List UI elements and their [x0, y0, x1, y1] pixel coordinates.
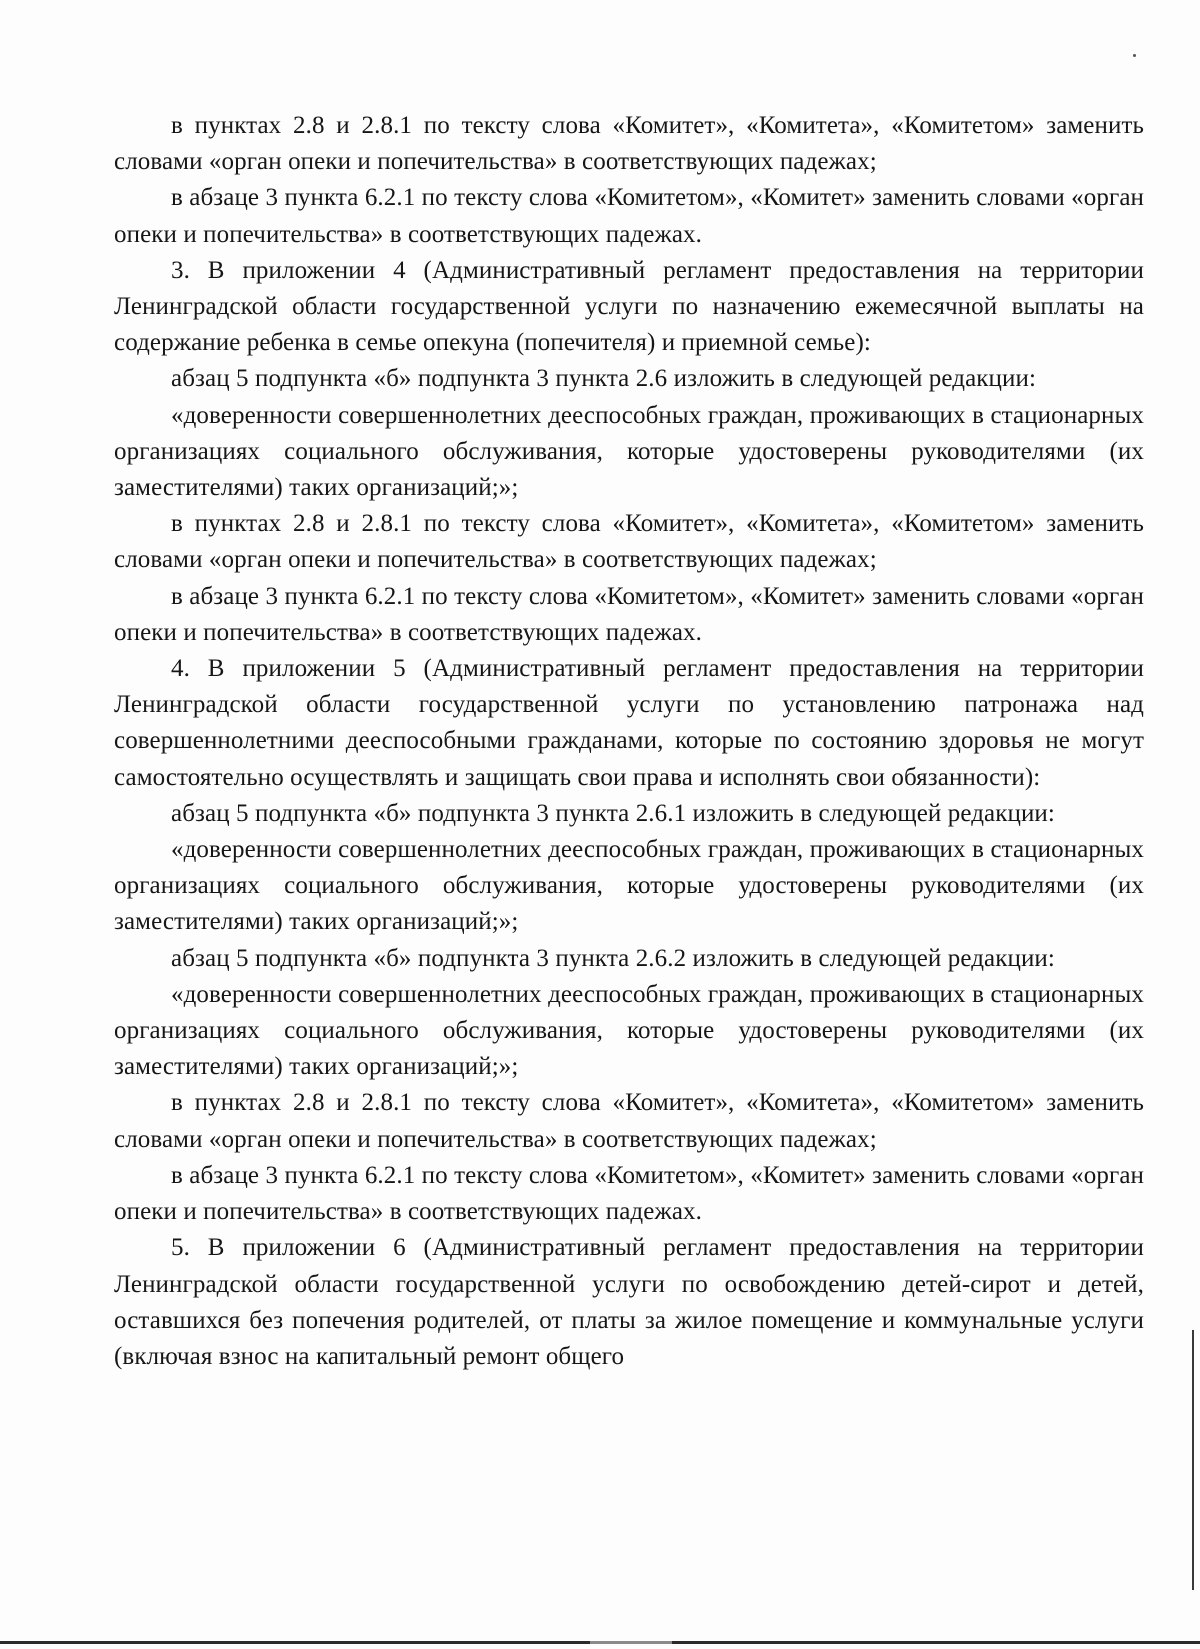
scan-edge-shadow	[1192, 1330, 1194, 1590]
paragraph: 5. В приложении 6 (Административный регламент предоставления на территории Ленинградской области государственной услуги по освобождению детей-сирот и детей, оставшихся без попечения родителей, от платы за жилое помещение и коммунальные услуги (включая взнос на капитальный ремонт общего	[114, 1234, 1144, 1370]
paragraph: 3. В приложении 4 (Административный регламент предоставления на территории Ленинградской области государственной услуги по назначению ежемесячной выплаты на содержание ребенка в семье опекуна (попечителя) и приемной семье):	[114, 256, 1144, 357]
scan-speck	[1133, 54, 1136, 57]
paragraph: «доверенности совершеннолетних дееспособных граждан, проживающих в стационарных организациях социального обслуживания, которые удостоверены руководителями (их заместителями) таких организаций;»;	[114, 836, 1144, 936]
paragraph: «доверенности совершеннолетних дееспособных граждан, проживающих в стационарных организациях социального обслуживания, которые удостоверены руководителями (их заместителями) таких организаций;»;	[114, 980, 1144, 1081]
paragraph: абзац 5 подпункта «б» подпункта 3 пункта 2.6 изложить в следующей редакции:	[171, 365, 1037, 393]
paragraph: абзац 5 подпункта «б» подпункта 3 пункта 2.6.1 изложить в следующей редакции:	[171, 799, 1055, 827]
paragraph: 4. В приложении 5 (Административный регламент предоставления на территории Ленинградской области государственной услуги по установлению патронажа над совершеннолетними дееспособными гражданами, которые по состоянию здоровья не могут самостоятельно осуществлять и защищать свои права и исполнять свои обязанности):	[114, 655, 1144, 791]
paragraph: «доверенности совершеннолетних дееспособных граждан, проживающих в стационарных организациях социального обслуживания, которые удостоверены руководителями (их заместителями) таких организаций;»;	[114, 401, 1144, 502]
document-body	[114, 108, 1144, 1375]
paragraph: в абзаце 3 пункта 6.2.1 по тексту слова «Комитетом», «Комитет» заменить словами «орган опеки и попечительства» в соответствующих падежах.	[114, 184, 1144, 248]
paragraph: в пунктах 2.8 и 2.8.1 по тексту слова «Комитет», «Комитета», «Комитетом» заменить словами «орган опеки и попечительства» в соответствующих падежах;	[114, 112, 1144, 176]
scan-bottom-edge-fade	[590, 1641, 672, 1644]
paragraph: абзац 5 подпункта «б» подпункта 3 пункта 2.6.2 изложить в следующей редакции:	[171, 944, 1055, 972]
paragraph: в пунктах 2.8 и 2.8.1 по тексту слова «Комитет», «Комитета», «Комитетом» заменить словами «орган опеки и попечительства» в соответствующих падежах;	[114, 510, 1144, 574]
paragraph: в пунктах 2.8 и 2.8.1 по тексту слова «Комитет», «Комитета», «Комитетом» заменить словами «орган опеки и попечительства» в соответствующих падежах;	[114, 1089, 1144, 1153]
paragraph: в абзаце 3 пункта 6.2.1 по тексту слова «Комитетом», «Комитет» заменить словами «орган опеки и попечительства» в соответствующих падежах.	[114, 582, 1144, 646]
paragraph: в абзаце 3 пункта 6.2.1 по тексту слова «Комитетом», «Комитет» заменить словами «орган опеки и попечительства» в соответствующих падежах.	[114, 1161, 1144, 1226]
